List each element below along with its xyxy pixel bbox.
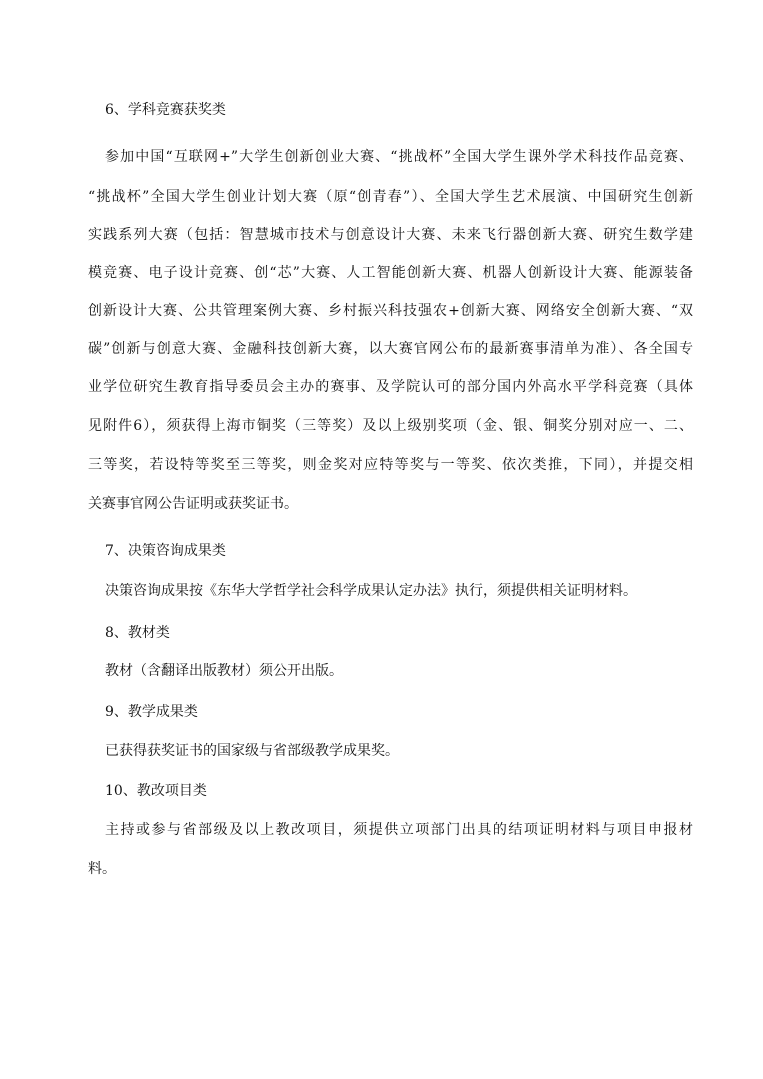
paragraph-line: 实践系列大赛（包括：智慧城市技术与创意设计大赛、未来飞行器创新大赛、研究生数学建	[88, 227, 693, 243]
paragraph-line: 决策咨询成果按《东华大学哲学社会科学成果认定办法》执行，须提供相关证明材料。	[105, 583, 637, 599]
section-heading: 9、教学成果类	[105, 704, 198, 720]
section-heading: 10、教改项目类	[105, 783, 207, 799]
section-heading: 8、教材类	[105, 625, 170, 641]
paragraph-line: 模竞赛、电子设计竞赛、创“芯”大赛、人工智能创新大赛、机器人创新设计大赛、能源装备	[88, 265, 693, 281]
paragraph-line: 主持或参与省部级及以上教改项目，须提供立项部门出具的结项证明材料与项目申报材	[105, 822, 693, 838]
paragraph-line: 三等奖，若设特等奖至三等奖，则金奖对应特等奖与一等奖、依次类推，下同），并提交相	[88, 457, 693, 473]
paragraph-line: 业学位研究生教育指导委员会主办的赛事、及学院认可的部分国内外高水平学科竞赛（具体	[88, 379, 693, 395]
paragraph-line: 碳”创新与创意大赛、金融科技创新大赛，以大赛官网公布的最新赛事清单为准）、各全国专	[88, 341, 693, 357]
paragraph-line: 已获得获奖证书的国家级与省部级教学成果奖。	[105, 743, 399, 759]
paragraph-line: 教材（含翻译出版教材）须公开出版。	[105, 663, 343, 679]
section-heading: 6、学科竞赛获奖类	[105, 102, 226, 118]
paragraph-line: 见附件6），须获得上海市铜奖（三等奖）及以上级别奖项（金、银、铜奖分别对应一、二、	[88, 418, 693, 434]
paragraph-line: 参加中国“互联网+”大学生创新创业大赛、“挑战杯”全国大学生课外学术科技作品竞赛、	[105, 149, 693, 165]
paragraph-line: 创新设计大赛、公共管理案例大赛、乡村振兴科技强农+创新大赛、网络安全创新大赛、“双	[88, 303, 693, 319]
section-heading: 7、决策咨询成果类	[105, 543, 226, 559]
paragraph-line: “挑战杯”全国大学生创业计划大赛（原“创青春”）、全国大学生艺术展演、中国研究生创新	[88, 189, 693, 205]
paragraph-line: 料。	[88, 861, 116, 877]
paragraph-line: 关赛事官网公告证明或获奖证书。	[88, 496, 298, 512]
